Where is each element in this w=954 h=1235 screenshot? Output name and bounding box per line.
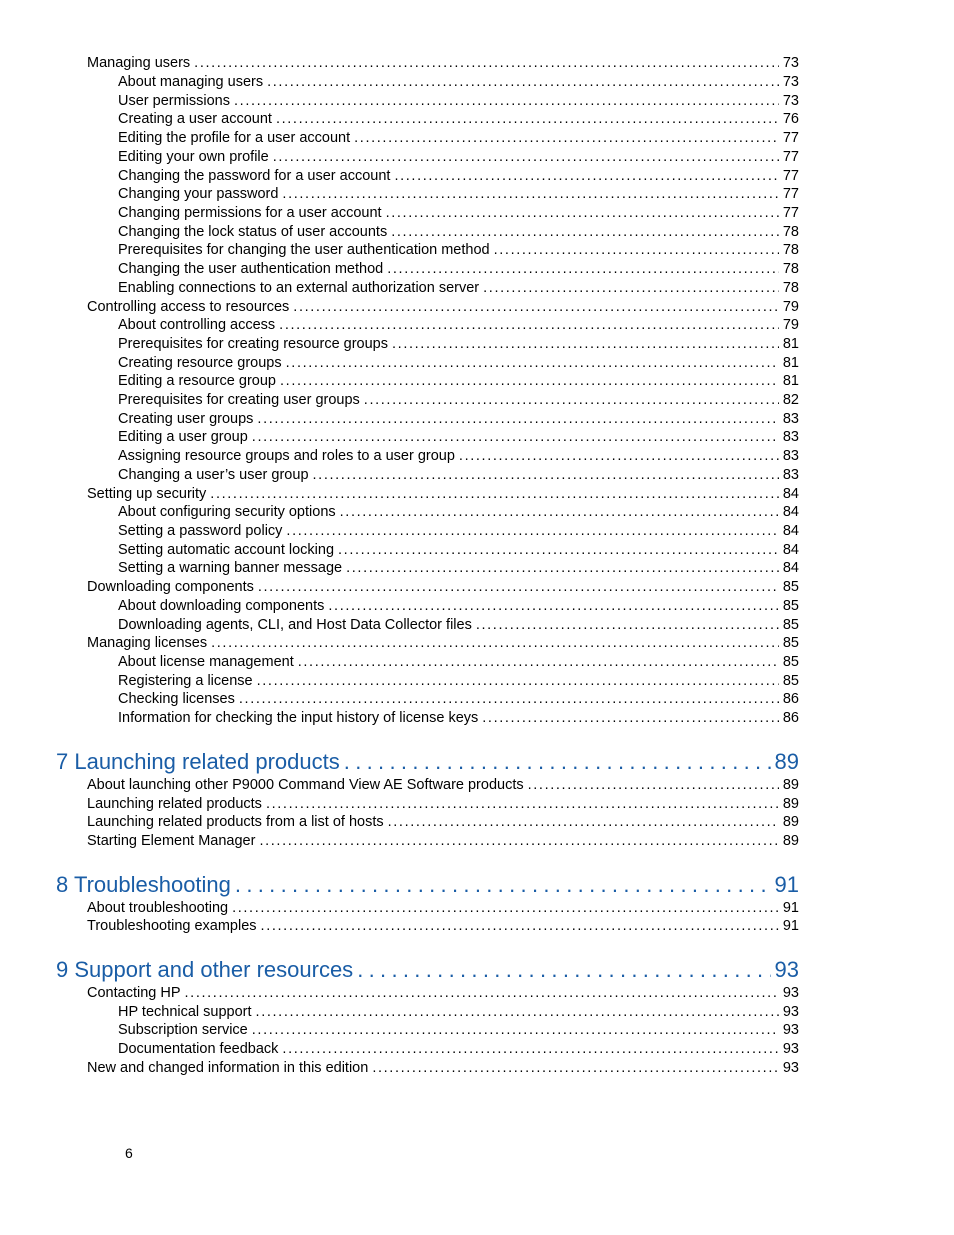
toc-leader-dots [267,73,779,92]
toc-entry-page: 76 [782,111,799,127]
toc-entry[interactable] [118,616,799,635]
toc-entry[interactable] [87,578,799,597]
toc-leader-dots [280,372,779,391]
toc-entry-page: 93 [782,1004,799,1020]
toc-entry[interactable] [87,634,799,653]
toc-entry-title: New and changed information in this edition [87,1060,369,1076]
toc-entry-page: 83 [782,467,799,483]
toc-entry[interactable] [118,466,799,485]
toc-entry-page: 82 [782,392,799,408]
toc-entry-title: Changing permissions for a user account [118,205,382,221]
toc-entry-title: Changing the lock status of user accounts [118,224,388,240]
toc-leader-dots [259,832,778,851]
toc-entry-page: 77 [782,168,799,184]
toc-entry-title: About launching other P9000 Command View AE Software products [87,777,524,793]
toc-entry-title: Starting Element Manager [87,833,256,849]
toc-entry-title: Managing licenses [87,635,208,651]
toc-entry-title: Setting automatic account locking [118,542,335,558]
toc-leader-dots [279,316,779,335]
page-number: 6 [125,1145,133,1161]
toc-leader-dots [235,871,771,899]
toc-entry-page: 73 [782,74,799,90]
toc-entry-page: 81 [782,336,799,352]
toc-entry[interactable] [118,148,799,167]
toc-leader-dots [298,653,779,672]
toc-entry-page: 84 [782,486,799,502]
toc-entry-title: Downloading agents, CLI, and Host Data Collector files [118,617,472,633]
toc-entry-page: 89 [782,777,799,793]
toc-leader-dots [338,541,779,560]
toc-entry-title: Creating user groups [118,411,254,427]
toc-leader-dots [476,616,779,635]
toc-leader-dots [257,410,778,429]
toc-leader-dots [528,776,779,795]
toc-entry[interactable] [118,335,799,354]
toc-leader-dots [364,391,779,410]
toc-entry-page: 77 [782,149,799,165]
toc-entry[interactable] [87,485,799,504]
toc-entry[interactable] [87,298,799,317]
toc-entry[interactable] [118,204,799,223]
toc-leader-dots [273,148,779,167]
toc-entry-title: Editing a resource group [118,373,276,389]
toc-entry-page: 73 [782,93,799,109]
toc-entry-page: 85 [782,673,799,689]
toc-entry-title: About controlling access [118,317,276,333]
toc-leader-dots [459,447,779,466]
toc-entry-title: Troubleshooting examples [87,918,257,934]
toc-entry-title: Changing the password for a user account [118,168,391,184]
toc-leader-dots [210,485,779,504]
toc-entry[interactable] [118,559,799,578]
toc-entry-page: 78 [782,224,799,240]
toc-entry-page: 84 [782,560,799,576]
toc-leader-dots [483,279,779,298]
toc-entry-title: Setting a password policy [118,523,283,539]
toc-entry-title: Registering a license [118,673,253,689]
toc-entry-title: Prerequisites for creating resource groups [118,336,388,352]
toc-entry-title: Creating resource groups [118,355,282,371]
toc-leader-dots [354,129,779,148]
toc-entry-title: About managing users [118,74,264,90]
toc-entry[interactable] [118,354,799,373]
toc-entry[interactable] [118,653,799,672]
toc-entry[interactable] [87,832,799,851]
toc-entry-page: 91 [782,918,799,934]
toc-entry[interactable] [87,54,799,73]
toc-entry[interactable] [118,522,799,541]
toc-entry-page: 81 [782,355,799,371]
toc-entry-title: User permissions [118,93,230,109]
toc-entry[interactable] [118,447,799,466]
toc-leader-dots [372,1059,779,1078]
toc-entry-title: Managing users [87,55,191,71]
toc-entry-page: 84 [782,542,799,558]
toc-entry-title: About configuring security options [118,504,336,520]
toc-leader-dots [482,709,779,728]
toc-entry[interactable] [118,690,799,709]
toc-entry[interactable] [87,984,799,1003]
toc-leader-dots [194,54,779,73]
toc-entry-title: Subscription service [118,1022,248,1038]
toc-entry[interactable] [118,503,799,522]
toc-entry[interactable] [118,185,799,204]
toc-entry-title: Editing the profile for a user account [118,130,351,146]
toc-entry-page: 85 [782,598,799,614]
toc-leader-dots [276,110,779,129]
toc-leader-dots [232,899,779,918]
toc-leader-dots [282,1040,778,1059]
toc-entry-page: 85 [782,579,799,595]
toc-leader-dots [340,503,779,522]
toc-entry-page: 93 [782,1022,799,1038]
toc-entry[interactable] [118,1003,799,1022]
toc-chapter-heading[interactable] [56,748,799,776]
toc-entry[interactable] [118,92,799,111]
toc-leader-dots [313,466,779,485]
toc-leader-dots [357,956,770,984]
toc-entry-page: 84 [782,523,799,539]
toc-entry-page: 78 [782,280,799,296]
toc-leader-dots [494,241,779,260]
toc-leader-dots [344,748,771,776]
toc-leader-dots [211,634,779,653]
toc-entry-page: 83 [782,411,799,427]
toc-entry-title: Enabling connections to an external authorization server [118,280,480,296]
toc-entry-title: Launching related products from a list of hosts [87,814,384,830]
toc-entry[interactable] [118,129,799,148]
toc-entry[interactable] [118,428,799,447]
toc-entry-page: 79 [782,317,799,333]
toc-leader-dots [394,167,778,186]
toc-entry[interactable] [118,1021,799,1040]
toc-entry-page: 84 [782,504,799,520]
toc-leader-dots [293,298,779,317]
toc-leader-dots [256,1003,779,1022]
toc-entry-title: Setting a warning banner message [118,560,343,576]
toc-entry-page: 78 [782,261,799,277]
toc-entry-title: About license management [118,654,294,670]
toc-chapter-title: 8 Troubleshooting [56,872,231,897]
toc-entry-page: 85 [782,617,799,633]
toc-leader-dots [392,335,779,354]
toc-chapter-page: 91 [774,872,799,897]
toc-entry-title: Changing your password [118,186,279,202]
toc-entry-page: 79 [782,299,799,315]
toc-leader-dots [258,578,779,597]
toc-entry-title: Launching related products [87,796,262,812]
toc-entry-title: Assigning resource groups and roles to a user group [118,448,455,464]
toc-leader-dots [386,204,779,223]
toc-leader-dots [391,223,779,242]
toc-chapter-heading[interactable] [56,956,799,984]
toc-chapter-heading[interactable] [56,871,799,899]
toc-entry-title: Prerequisites for changing the user authentication method [118,242,490,258]
toc-leader-dots [234,92,779,111]
toc-entry-title: About downloading components [118,598,325,614]
toc-entry-page: 73 [782,55,799,71]
toc-entry-page: 86 [782,710,799,726]
toc-entry-title: Contacting HP [87,985,181,1001]
toc-entry-page: 93 [782,985,799,1001]
toc-entry[interactable] [118,672,799,691]
toc-leader-dots [185,984,779,1003]
toc-entry-page: 78 [782,242,799,258]
toc-entry[interactable] [87,899,799,918]
toc-entry-title: Setting up security [87,486,207,502]
toc-leader-dots [239,690,779,709]
toc-entry-page: 77 [782,186,799,202]
toc-entry[interactable] [118,541,799,560]
toc-entry-title: HP technical support [118,1004,252,1020]
toc-entry[interactable] [87,1059,799,1078]
toc-entry-title: Creating a user account [118,111,272,127]
toc-entry-title: Prerequisites for creating user groups [118,392,360,408]
toc-entry[interactable] [118,316,799,335]
toc-entry-title: About troubleshooting [87,900,229,916]
toc-leader-dots [257,672,779,691]
toc-entry[interactable] [118,279,799,298]
toc-entry[interactable] [118,110,799,129]
toc-entry-page: 83 [782,448,799,464]
toc-entry-title: Checking licenses [118,691,235,707]
toc-entry-page: 85 [782,635,799,651]
toc-leader-dots [328,597,778,616]
toc-entry-page: 77 [782,130,799,146]
toc-leader-dots [282,185,778,204]
toc-chapter-title: 9 Support and other resources [56,957,354,982]
toc-entry[interactable] [118,597,799,616]
toc-entry-page: 93 [782,1060,799,1076]
toc-entry-page: 85 [782,654,799,670]
toc-leader-dots [286,354,779,373]
toc-entry[interactable] [118,73,799,92]
toc-entry-title: Downloading components [87,579,254,595]
toc-entry[interactable] [118,260,799,279]
toc-entry-page: 86 [782,691,799,707]
toc-entry-page: 91 [782,900,799,916]
toc-entry[interactable] [118,167,799,186]
toc-leader-dots [387,260,779,279]
toc-entry-page: 89 [782,796,799,812]
toc-entry-page: 81 [782,373,799,389]
toc-entry-title: Information for checking the input history of license keys [118,710,479,726]
toc-entry[interactable] [87,813,799,832]
toc-leader-dots [252,428,779,447]
toc-entry-title: Documentation feedback [118,1041,279,1057]
toc-entry-page: 89 [782,814,799,830]
toc-entry[interactable] [118,372,799,391]
toc-leader-dots [388,813,779,832]
toc-entry-title: Editing a user group [118,429,248,445]
toc-leader-dots [261,917,779,936]
toc-entry-title: Changing the user authentication method [118,261,384,277]
toc-entry[interactable] [87,917,799,936]
toc-entry[interactable] [118,241,799,260]
toc-chapter-title: 7 Launching related products [56,749,340,774]
toc-entry-page: 83 [782,429,799,445]
toc-entry[interactable] [87,776,799,795]
toc-entry[interactable] [118,709,799,728]
toc-leader-dots [346,559,779,578]
toc-entry-page: 93 [782,1041,799,1057]
toc-entry-page: 77 [782,205,799,221]
toc-leader-dots [252,1021,779,1040]
toc-entry[interactable] [118,391,799,410]
toc-entry[interactable] [87,795,799,814]
toc-chapter-page: 93 [774,957,799,982]
toc-entry-title: Editing your own profile [118,149,269,165]
toc-entry-title: Changing a user’s user group [118,467,309,483]
toc-entry[interactable] [118,1040,799,1059]
toc-leader-dots [266,795,779,814]
toc-chapter-page: 89 [774,749,799,774]
toc-entry-title: Controlling access to resources [87,299,290,315]
toc-entry-page: 89 [782,833,799,849]
toc-entry[interactable] [118,223,799,242]
toc-leader-dots [286,522,778,541]
toc-entry[interactable] [118,410,799,429]
